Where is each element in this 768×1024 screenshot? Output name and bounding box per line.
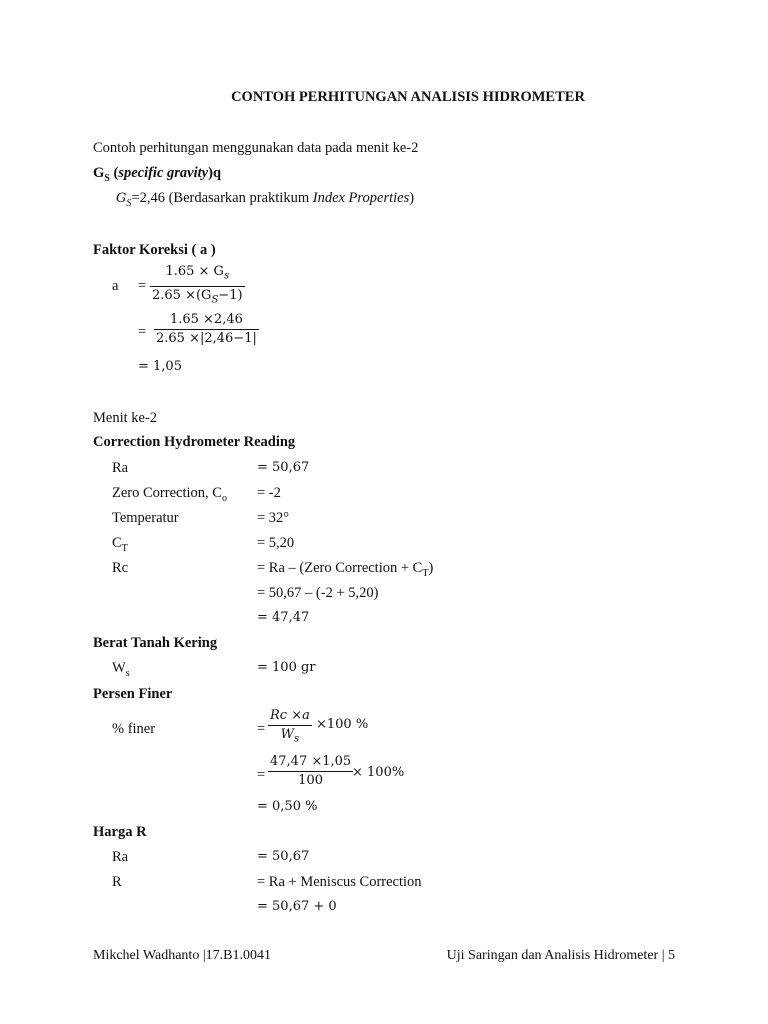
persen-frac2-den: 100 <box>268 771 353 789</box>
koreksi-fraction-2 <box>154 312 259 347</box>
harga-row-value: = 50,67 + 0 <box>257 899 337 914</box>
koreksi-result: = 1,05 <box>138 359 182 374</box>
gs-heading-symbol: G <box>93 165 105 181</box>
correction-row-value: = 47,47 <box>257 610 310 625</box>
koreksi-frac1-den: $2.65 \times(G_S-1)$ <box>150 286 245 309</box>
harga-row-label: Ra <box>112 849 129 865</box>
koreksi-fraction-1 <box>150 264 245 308</box>
persen-frac2-tail: × 100% <box>352 765 405 780</box>
koreksi-frac2-num: 1.65 ×2,46 <box>169 312 243 327</box>
gs-heading-sub: S <box>104 172 110 184</box>
harga-row-label: R <box>112 874 122 890</box>
persen-fraction-1 <box>268 708 312 748</box>
gs-note-italic: Index Properties <box>312 190 410 206</box>
footer-right: Uji Saringan dan Analisis Hidrometer | 5 <box>446 948 675 963</box>
harga-row-value: = Ra + Meniscus Correction <box>257 874 422 890</box>
page-title: CONTOH PERHITUNGAN ANALISIS HIDROMETER <box>231 89 585 105</box>
koreksi-frac2-den: 2.65 ×|2,46−1| <box>156 331 257 346</box>
gs-note-suffix: ) <box>409 190 415 206</box>
persen-label: % finer <box>112 721 156 737</box>
koreksi-frac1-num: $1.65 \times G_s$ <box>165 264 230 282</box>
gs-symbol-sub: S <box>126 197 132 209</box>
correction-row-label: $C_T$ <box>112 535 128 554</box>
correction-heading: Correction Hydrometer Reading <box>93 434 296 450</box>
koreksi-heading: Faktor Koreksi ( a ) <box>93 242 216 258</box>
harga-row-value: = 50,67 <box>257 849 310 864</box>
persen-result: = 0,50 % <box>257 799 318 814</box>
menit-label: Menit ke-2 <box>93 410 158 426</box>
correction-row-label: Rc <box>112 560 129 576</box>
intro-text: Contoh perhitungan menggunakan data pada menit ke-2 <box>93 140 419 156</box>
correction-row-label: Ra <box>112 460 129 476</box>
gs-symbol: G <box>116 191 127 206</box>
correction-row-value: = 32° <box>257 510 290 526</box>
correction-row-label: Temperatur <box>112 510 179 526</box>
correction-row-label: Zero Correction, $C_o$ <box>112 485 227 504</box>
persen-frac1-tail: ×100 % <box>316 717 369 732</box>
berat-label: $W_s$ <box>112 660 130 679</box>
gs-note: (Berdasarkan praktikum <box>168 190 310 206</box>
koreksi-label: a <box>112 278 119 294</box>
koreksi-eq2: = <box>138 324 147 340</box>
persen-frac1-num: Rc ×a <box>270 708 310 723</box>
correction-row-value: = 50,67 <box>257 460 310 475</box>
persen-eq2: = <box>257 767 266 783</box>
persen-fraction-2 <box>268 754 353 789</box>
koreksi-eq1: = <box>138 278 147 294</box>
correction-row-value: = 50,67 – (-2 + 5,20) <box>257 585 379 601</box>
footer-left: Mikchel Wadhanto |17.B1.0041 <box>93 948 271 963</box>
persen-frac1-den: $W_s$ <box>268 725 312 748</box>
persen-frac2-num: 47,47 ×1,05 <box>270 754 352 769</box>
berat-heading: Berat Tanah Kering <box>93 635 218 651</box>
berat-value: = 100 gr <box>257 660 316 675</box>
gs-value-line <box>116 189 414 213</box>
persen-eq1: = <box>257 721 266 737</box>
correction-row-value: = 5,20 <box>257 535 295 551</box>
correction-row-value: = Ra – (Zero Correction + $C_T$) <box>257 560 434 579</box>
gs-heading-italic: specific gravity <box>118 165 209 181</box>
harga-heading: Harga R <box>93 824 147 840</box>
gs-value: =2,46 <box>131 190 165 206</box>
correction-row-value: = -2 <box>257 485 281 501</box>
gs-heading-suffix: q <box>212 165 222 181</box>
persen-heading: Persen Finer <box>93 686 173 702</box>
gs-heading: $G_S$ (specific gravity)q <box>93 165 222 184</box>
